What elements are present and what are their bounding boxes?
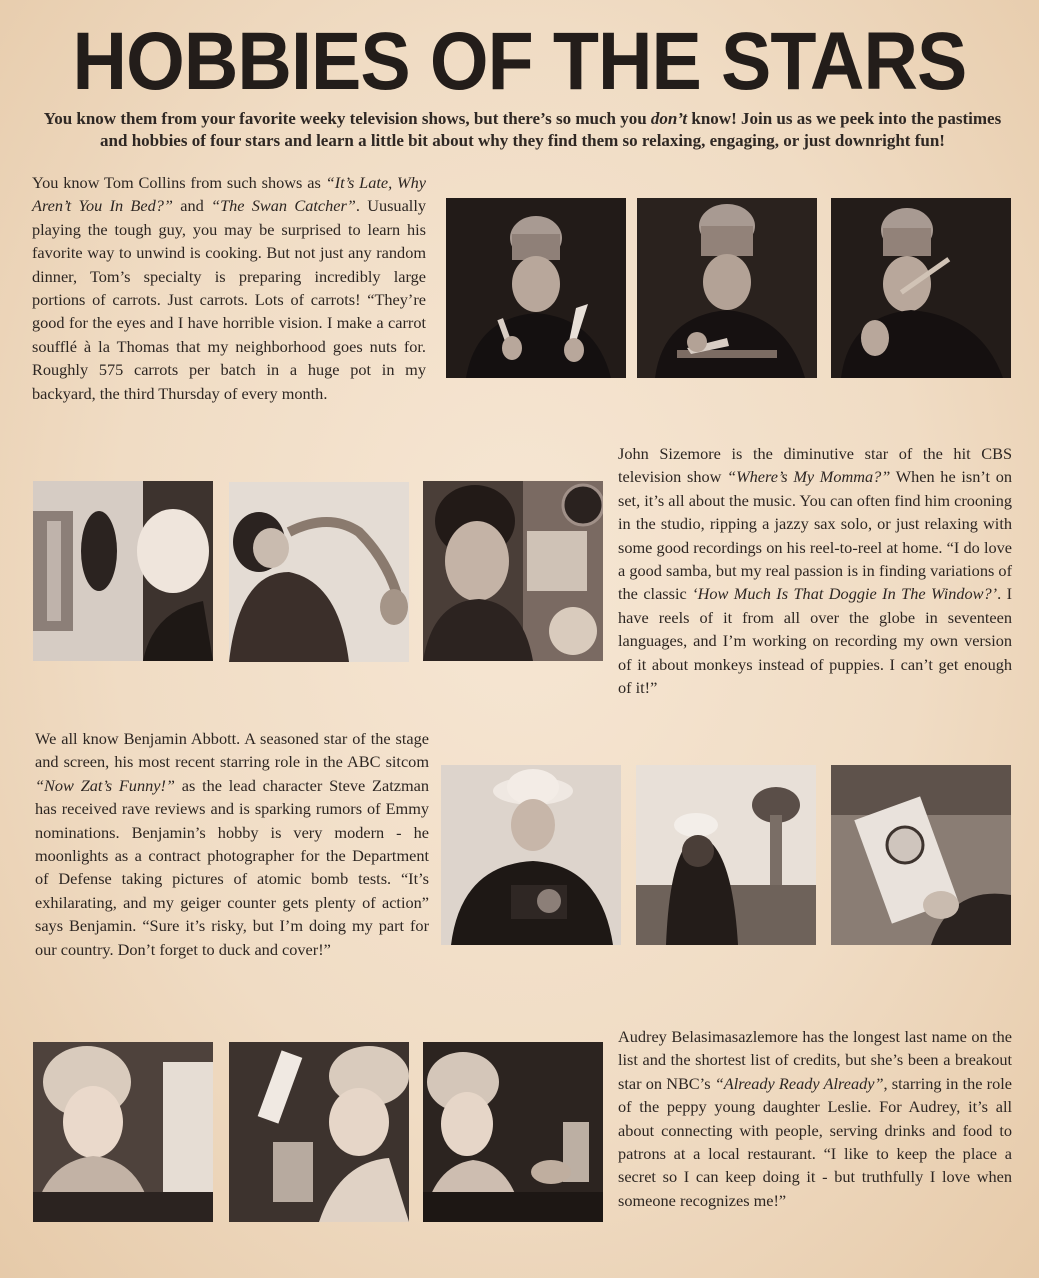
story-tom-collins [32,171,426,405]
story-text: When he isn’t on set, it’s all about the music. You can often find him crooning in the studio, ripping a jazzy sax solo, or just relaxing with some good recordings on his reel-to-reel at home. “I do love a good samba, but my real passion is in finding variations of the classic [618,467,1012,604]
photo-geiger-counter [831,765,1011,945]
story-text: Audrey Belasimasazlemore has the longest last name on the list and the shortest list of credits, but she’s been a breakout star on NBC’s [618,1027,1012,1093]
photo-girl-menu [33,1042,213,1222]
photo-girl-tap [229,1042,409,1222]
photo-chef-chopping [637,198,817,378]
show-title: “The Swan Catcher” [211,196,356,216]
photo-chef-knives [446,198,626,378]
story-text: as the lead character Steve Zatzman has received rave reviews and is sparking rumors of Emmy nominations. Benjamin’s hobby is very modern - he moonlights as a contract photographer for the Department of Defense taking pictures of atomic bomb tests. “It’s exhilarating, and my geiger counter gets plenty of action” says Benjamin. “Sure it’s risky, but I’m doing my part for our country. Don’t forget to duck and cover!” [35,775,429,959]
story-text: . I have reels of it from all over the globe in seventeen languages, and I’m working on recording my own version of it about monkeys instead of puppies. I can’t get enough of it!” [618,584,1012,698]
show-title: ‘How Much Is That Doggie In The Window?’ [692,584,998,604]
photo-atomic-test [636,765,816,945]
intro-text-end: know! Join us as we peek into the pastimes and hobbies of four stars and learn a little bit about why they find them so relaxing, engaging, or just downright fun! [100,109,1002,150]
story-text: We all know Benjamin Abbott. A seasoned star of the stage and screen, his most recent starring role in the ABC sitcom [35,729,429,772]
intro-emphasis: don’t [650,109,688,128]
photo-chef-tasting [831,198,1011,378]
page-title: HOBBIES OF THE STARS [72,16,967,107]
story-text: . Uusually playing the tough guy, you may be surprised to learn his favorite way to unwind is cooking. But not just any random dinner, Tom’s specialty is preparing incredibly large portions of carrots. Just carrots. Lots of carrots! “They’re good for the eyes and I have horrible vision. I make a carrot soufflé à la Thomas that my neighborhood goes nuts for. Roughly 575 carrots per batch in a huge pot in my backyard, the third Thursday of every month. [32,196,426,403]
story-text: , starring in the role of the peppy young daughter Leslie. For Audrey, it’s all about connecting with people, serving drinks and food to patrons at a local restaurant. “I like to keep the place a secret so I can keep doing it - but truthfully I love when someone recognizes me!” [618,1073,1012,1210]
show-title: “It’s Late, Why Aren’t You In Bed?” [32,173,426,216]
story-benjamin-abbott [35,727,429,961]
intro-paragraph [30,108,1015,152]
photo-boy-camera [441,765,621,945]
story-text: You know Tom Collins from such shows as [32,173,326,192]
intro-text-start: You know them from your favorite weeky television shows, but there’s so much you [43,109,651,128]
photo-boy-saxophone [229,482,409,662]
story-audrey [618,1025,1012,1212]
story-text: and [172,196,212,216]
story-john-sizemore [618,442,1012,699]
show-title: “Where’s My Momma?” [727,467,891,487]
photo-girl-serving [423,1042,603,1222]
show-title: “Already Ready Already” [714,1073,884,1093]
photo-boy-record [423,481,603,661]
photo-boy-microphone [33,481,213,661]
show-title: “Now Zat’s Funny!” [35,775,175,795]
story-text: John Sizemore is the diminutive star of the hit CBS television show [618,444,1012,487]
